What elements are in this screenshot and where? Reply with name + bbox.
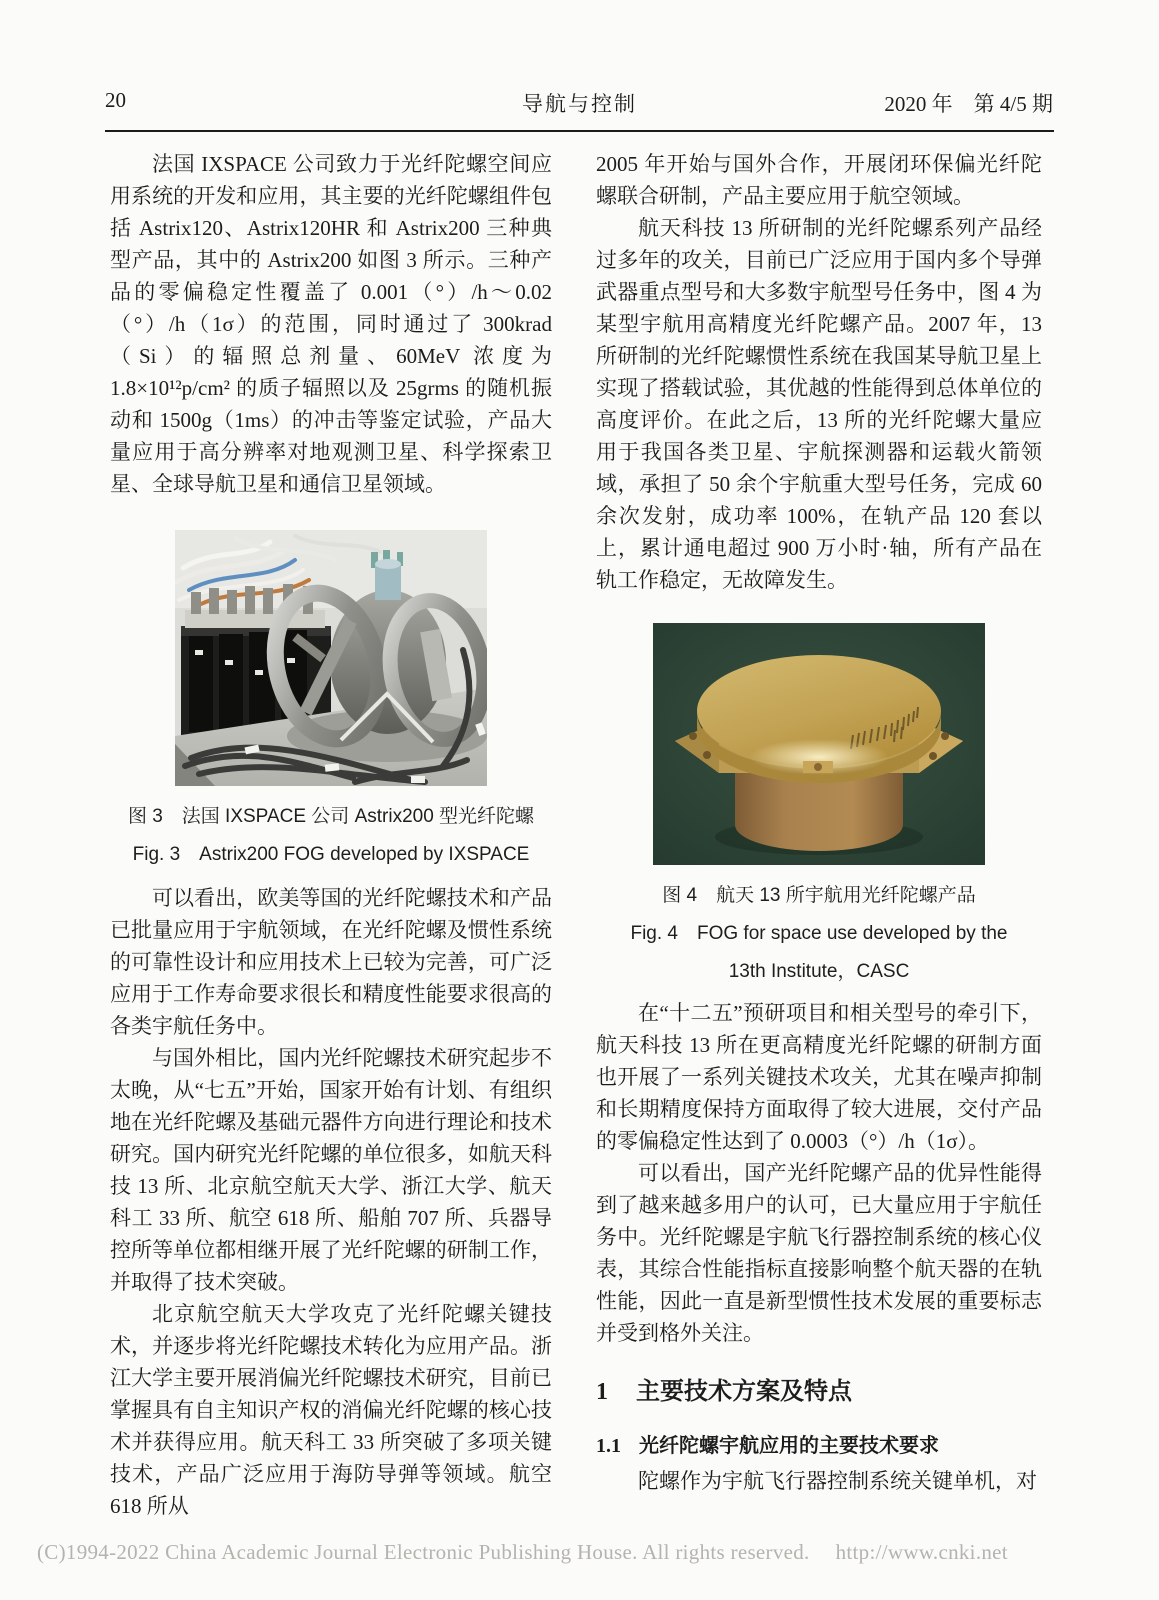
section11-title: 光纤陀螺宇航应用的主要技术要求 xyxy=(639,1435,939,1457)
left-column xyxy=(110,148,552,1522)
paragraph-right-4: 可以看出，国产光纤陀螺产品的优异性能得到了越来越多用户的认可，已大量应用于宇航任务中。光纤陀螺是宇航飞行器控制系统的核心仪表，其综合性能指标直接影响整个航天器的在轨性能，因此一直是新型惯性技术发展的重要标志并受到格外关注。 xyxy=(596,1161,1042,1345)
header-rule xyxy=(105,130,1054,132)
figure4-caption-zh: 图 4 航天 13 所宇航用光纤陀螺产品 xyxy=(662,885,976,906)
section1-number: 1 xyxy=(596,1379,608,1405)
page-number: 20 xyxy=(105,88,126,112)
right-column xyxy=(596,148,1042,1497)
section11-number: 1.1 xyxy=(596,1435,621,1457)
copyright-footer xyxy=(37,1540,1137,1565)
paragraph-right-2: 航天科技 13 所研制的光纤陀螺系列产品经过多年的攻关，目前已广泛应用于国内多个导弹武器重点型号和大多数宇航型号任务中，图 4 为某型宇航用高精度光纤陀螺产品。2007 年，13 所研制的光纤陀螺惯性系统在我国某导航卫星上实现了搭载试验，其优越的性能得到总体单位的高度评价。在此之后，13 所的光纤陀螺大量应用于我国各类卫星、宇航探测器和运载火箭领域，承担了 50 余个宇航重大型号任务，完成 60 余次发射，成功率 100%，在轨产品 120 套以上，累计通电超过 900 万小时·轴，所有产品在轨工作稳定，无故障发生。 xyxy=(596,216,1042,592)
paragraph-right-5: 陀螺作为宇航飞行器控制系统关键单机，对 xyxy=(638,1469,1037,1493)
paragraph-left-1: 法国 IXSPACE 公司致力于光纤陀螺空间应用系统的开发和应用，其主要的光纤陀螺组件包括 Astrix120、Astrix120HR 和 Astrix200 三种典型产品，其中的 Astrix200 如图 3 所示。三种产品的零偏稳定性覆盖了 0.001（°）/h～0.02（°）/h（1σ）的范围，同时通过了 300krad（Si）的辐照总剂量、60MeV 浓度为 1.8×10¹²p/cm² 的质子辐照以及 25grms 的随机振动和 1500g（1ms）的冲击等鉴定试验，产品大量应用于高分辨率对地观测卫星、科学探索卫星、全球导航卫星和通信卫星领域。 xyxy=(110,152,552,496)
figure3-caption-en: Fig. 3 Astrix200 FOG developed by IXSPACE xyxy=(132,844,530,865)
figure4-caption-en-line1: Fig. 4 FOG for space use developed by the xyxy=(630,923,1008,944)
footer-url: http://www.cnki.net xyxy=(835,1540,1008,1564)
figure3-photo xyxy=(175,530,487,786)
figure-4 xyxy=(596,623,1042,991)
paragraph-left-2: 可以看出，欧美等国的光纤陀螺技术和产品已批量应用于宇航领域，在光纤陀螺及惯性系统的可靠性设计和应用技术上已较为完善，可广泛应用于工作寿命要求很长和精度性能要求很高的各类宇航任务中。 xyxy=(110,886,552,1038)
figure-3 xyxy=(110,530,552,874)
figure4-photo xyxy=(653,623,985,865)
paragraph-left-4: 北京航空航天大学攻克了光纤陀螺关键技术，并逐步将光纤陀螺技术转化为应用产品。浙江大学主要开展消偏光纤陀螺技术研究，目前已掌握具有自主知识产权的消偏光纤陀螺的核心技术并获得应用。航天科工 33 所突破了多项关键技术，产品广泛应用于海防导弹等领域。航空 618 所从 xyxy=(110,1302,552,1518)
figure4-caption-en-line2: 13th Institute，CASC xyxy=(728,961,910,982)
section-heading-1 xyxy=(596,1375,1042,1409)
section-heading-1-1 xyxy=(596,1431,1042,1461)
section1-title: 主要技术方案及特点 xyxy=(636,1378,852,1405)
issue-info: 2020 年 第 4/5 期 xyxy=(884,92,1053,116)
figure3-caption-zh: 图 3 法国 IXSPACE 公司 Astrix200 型光纤陀螺 xyxy=(127,806,535,827)
journal-title: 导航与控制 xyxy=(522,92,637,116)
paragraph-left-3: 与国外相比，国内光纤陀螺技术研究起步不太晚，从“七五”开始，国家开始有计划、有组织地在光纤陀螺及基础元器件方向进行理论和技术研究。国内研究光纤陀螺的单位很多，如航天科技 13 所、北京航空航天大学、浙江大学、航天科工 33 所、航空 618 所、船舶 707 所、兵器导控所等单位都相继开展了光纤陀螺的研制工作，并取得了技术突破。 xyxy=(110,1046,552,1294)
paragraph-right-1: 2005 年开始与国外合作，开展闭环保偏光纤陀螺联合研制，产品主要应用于航空领域。 xyxy=(596,152,1042,208)
paragraph-right-3: 在“十二五”预研项目和相关型号的牵引下，航天科技 13 所在更高精度光纤陀螺的研制方面也开展了一系列关键技术攻关，尤其在噪声抑制和长期精度保持方面取得了较大进展，交付产品的零偏稳定性达到了 0.0003（°）/h（1σ）。 xyxy=(596,1001,1042,1153)
copyright-text: (C)1994-2022 China Academic Journal Electronic Publishing House. All rights reserved. xyxy=(37,1540,810,1564)
